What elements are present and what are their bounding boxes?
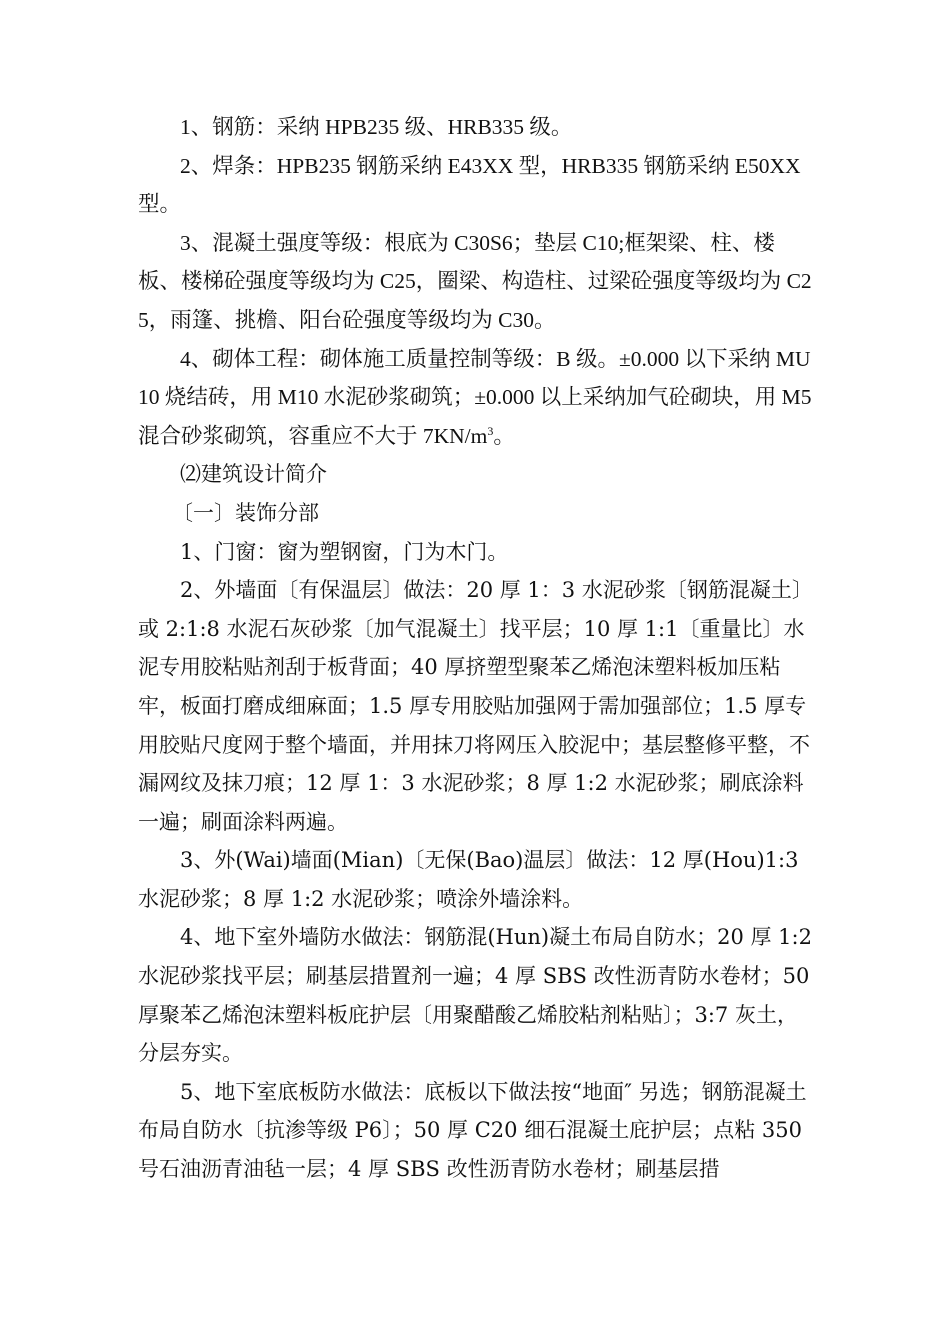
heading-architecture-intro: ⑵建筑设计简介 <box>180 462 327 487</box>
heading-decoration-section: 〔一〕装饰分部 <box>172 500 319 525</box>
masonry-superscript: 3 <box>487 423 494 438</box>
paragraph-exterior-wall-insulated: 2、外墙面〔有保温层〕做法：20 厚 1：3 水泥砂浆〔钢筋混凝土〕或 2:1:8 水泥石灰砂浆〔加气混凝土〕找平层；10 厚 1:1〔重量比〕水泥专用胶粘贴剂刮于板背面；40 厚挤塑型聚苯乙烯泡沫塑料板加压粘牢，板面打磨成细麻面；1.5 厚专用胶贴加强网于需加强部位；1.5 厚专用胶贴尺度网于整个墙面，并用抹刀将网压入胶泥中；基层整修平整，不漏网纹及抹刀痕；12 厚 1：3 水泥砂浆；8 厚 1:2 水泥砂浆；刷底涂料一遍；刷面涂料两遍。 <box>138 578 813 834</box>
paragraph-exterior-wall-uninsulated: 3、外(Wai)墙面(Mian)〔无保(Bao)温层〕做法：12 厚(Hou)1:3 水泥砂浆；8 厚 1:2 水泥砂浆；喷涂外墙涂料。 <box>138 848 799 911</box>
paragraph-basement-floor-waterproofing: 5、地下室底板防水做法：底板以下做法按“地面″ 另选；钢筋混凝土布局自防水〔抗渗等级 P6〕；50 厚 C20 细石混凝土庇护层；点粘 350 号石油沥青油毡一层；4 厚 SBS 改性沥青防水卷材；刷基层措 <box>138 1079 807 1182</box>
masonry-end: 。 <box>493 423 515 448</box>
paragraph-steel: 1、钢筋：采纳 HPB235 级、HRB335 级。 <box>180 115 573 139</box>
paragraph-basement-wall-waterproofing: 4、地下室外墙防水做法：钢筋混(Hun)凝土布局自防水；20 厚 1:2 水泥砂浆找平层；刷基层措置剂一遍；4 厚 SBS 改性沥青防水卷材；50 厚聚苯乙烯泡沫塑料板庇护层〔用聚醋酸乙烯胶粘剂粘贴〕；3:7 灰土，分层夯实。 <box>138 925 812 1066</box>
paragraph-concrete-grade: 3、混凝土强度等级：根底为 C30S6；垫层 C10;框架梁、柱、楼板、楼梯砼强度等级均为 C25，圈梁、构造柱、过梁砼强度等级均为 C25，雨篷、挑檐、阳台砼强度等级均为 C30。 <box>138 230 812 332</box>
paragraph-masonry <box>138 340 814 456</box>
masonry-text: 4、砌体工程：砌体施工质量控制等级：B 级。±0.000 以下采纳 MU10 烧结砖，用 M10 水泥砂浆砌筑；±0.000 以上采纳加气砼砌块，用 M5 混合砂浆砌筑，容重应不大于 7KN/m <box>138 346 812 448</box>
paragraph-doors-windows: 1、门窗：窗为塑钢窗，门为木门。 <box>180 539 509 564</box>
document-page <box>138 108 814 1189</box>
paragraph-welding-rod: 2、焊条：HPB235 钢筋采纳 E43XX 型，HRB335 钢筋采纳 E50XX 型。 <box>138 153 801 217</box>
